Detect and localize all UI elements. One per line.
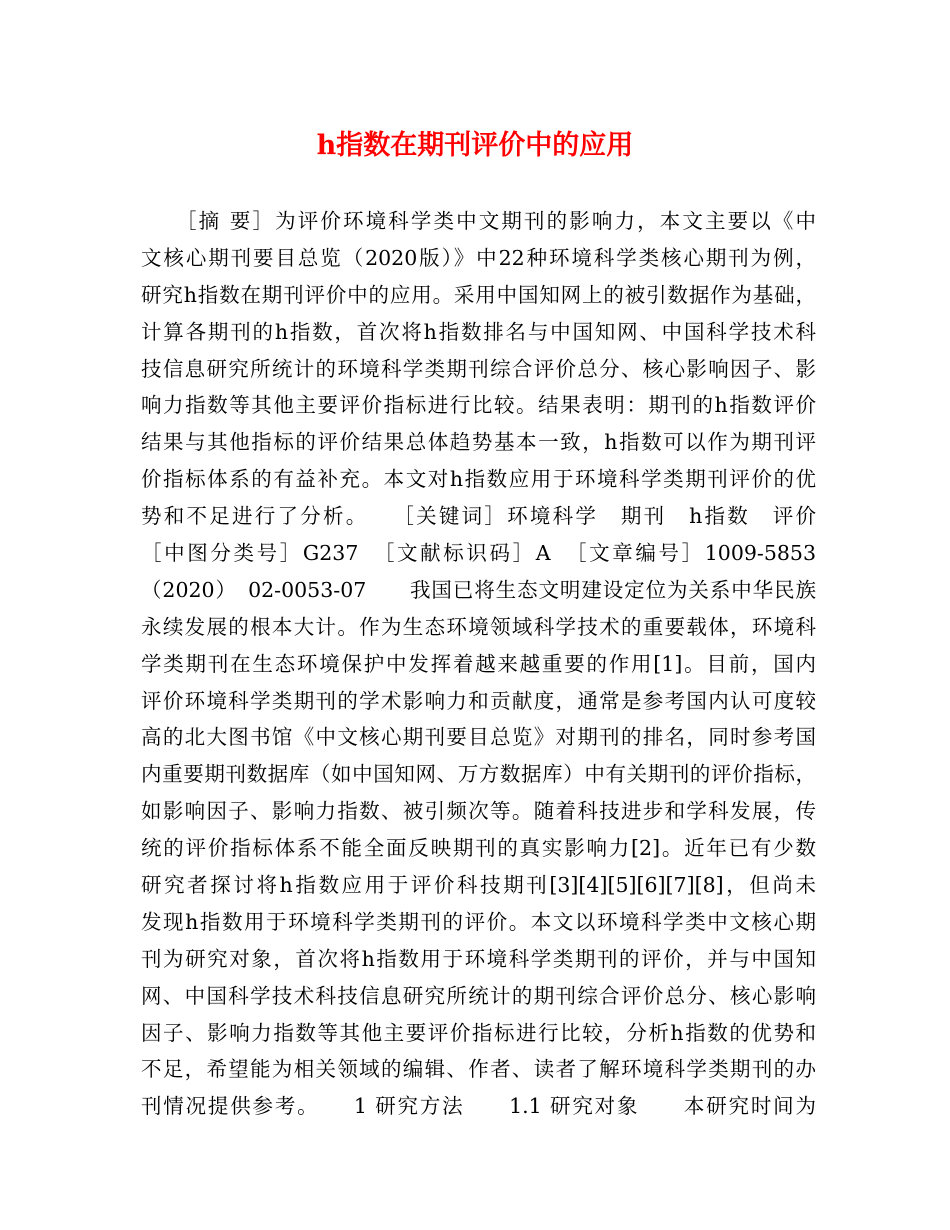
body-line: 刊情况提供参考。 1 研究方法 1.1 研究对象 本研究时间为: [141, 1094, 816, 1119]
body-line: 结果与其他指标的评价结果总体趋势基本一致，h指数可以作为期刊评: [141, 430, 816, 455]
body-line: 势和不足进行了分析。 ［关键词］环境科学 期刊 h指数 评价: [141, 504, 816, 529]
body-line: 响力指数等其他主要评价指标进行比较。结果表明：期刊的h指数评价: [141, 393, 816, 418]
body-line: 内重要期刊数据库（如中国知网、万方数据库）中有关期刊的评价指标，: [141, 762, 816, 787]
body-line: （2020） 02-0053-07 我国已将生态文明建设定位为关系中华民族: [141, 577, 816, 602]
body-line: 统的评价指标体系不能全面反映期刊的真实影响力[2]。近年已有少数: [141, 836, 816, 861]
body-line: 不足，希望能为相关领域的编辑、作者、读者了解环境科学类期刊的办: [141, 1057, 816, 1082]
body-line: 如影响因子、影响力指数、被引频次等。随着科技进步和学科发展，传: [141, 799, 816, 824]
body-line: 计算各期刊的h指数，首次将h指数排名与中国知网、中国科学技术科: [141, 319, 816, 344]
body-line: 发现h指数用于环境科学类期刊的评价。本文以环境科学类中文核心期: [141, 909, 816, 934]
document-body: [141, 203, 816, 1125]
body-line: 网、中国科学技术科技信息研究所统计的期刊综合评价总分、核心影响: [141, 983, 816, 1008]
body-line: 研究者探讨将h指数应用于评价科技期刊[3][4][5][6][7][8]，但尚未: [141, 873, 816, 898]
body-line: 刊为研究对象，首次将h指数用于环境科学类期刊的评价，并与中国知: [141, 946, 816, 971]
body-line: 永续发展的根本大计。作为生态环境领域科学技术的重要载体，环境科: [141, 614, 816, 639]
body-line: 高的北大图书馆《中文核心期刊要目总览》对期刊的排名，同时参考国: [141, 725, 816, 750]
body-line: ［摘 要］为评价环境科学类中文期刊的影响力，本文主要以《中: [141, 209, 816, 233]
body-line: 文核心期刊要目总览（2020版）》中22种环境科学类核心期刊为例，: [141, 245, 816, 270]
body-line: ［中图分类号］G237 ［文献标识码］A ［文章编号］1009-5853: [141, 541, 816, 566]
body-line: 技信息研究所统计的环境科学类期刊综合评价总分、核心影响因子、影: [141, 356, 816, 381]
body-line: 研究h指数在期刊评价中的应用。采用中国知网上的被引数据作为基础，: [141, 282, 816, 307]
body-line: 学类期刊在生态环境保护中发挥着越来越重要的作用[1]。目前，国内: [141, 651, 816, 676]
body-line: 评价环境科学类期刊的学术影响力和贡献度，通常是参考国内认可度较: [141, 688, 816, 713]
document-title: h指数在期刊评价中的应用: [316, 130, 634, 161]
body-line: 因子、影响力指数等其他主要评价指标进行比较，分析h指数的优势和: [141, 1020, 816, 1045]
body-line: 价指标体系的有益补充。本文对h指数应用于环境科学类期刊评价的优: [141, 467, 816, 492]
